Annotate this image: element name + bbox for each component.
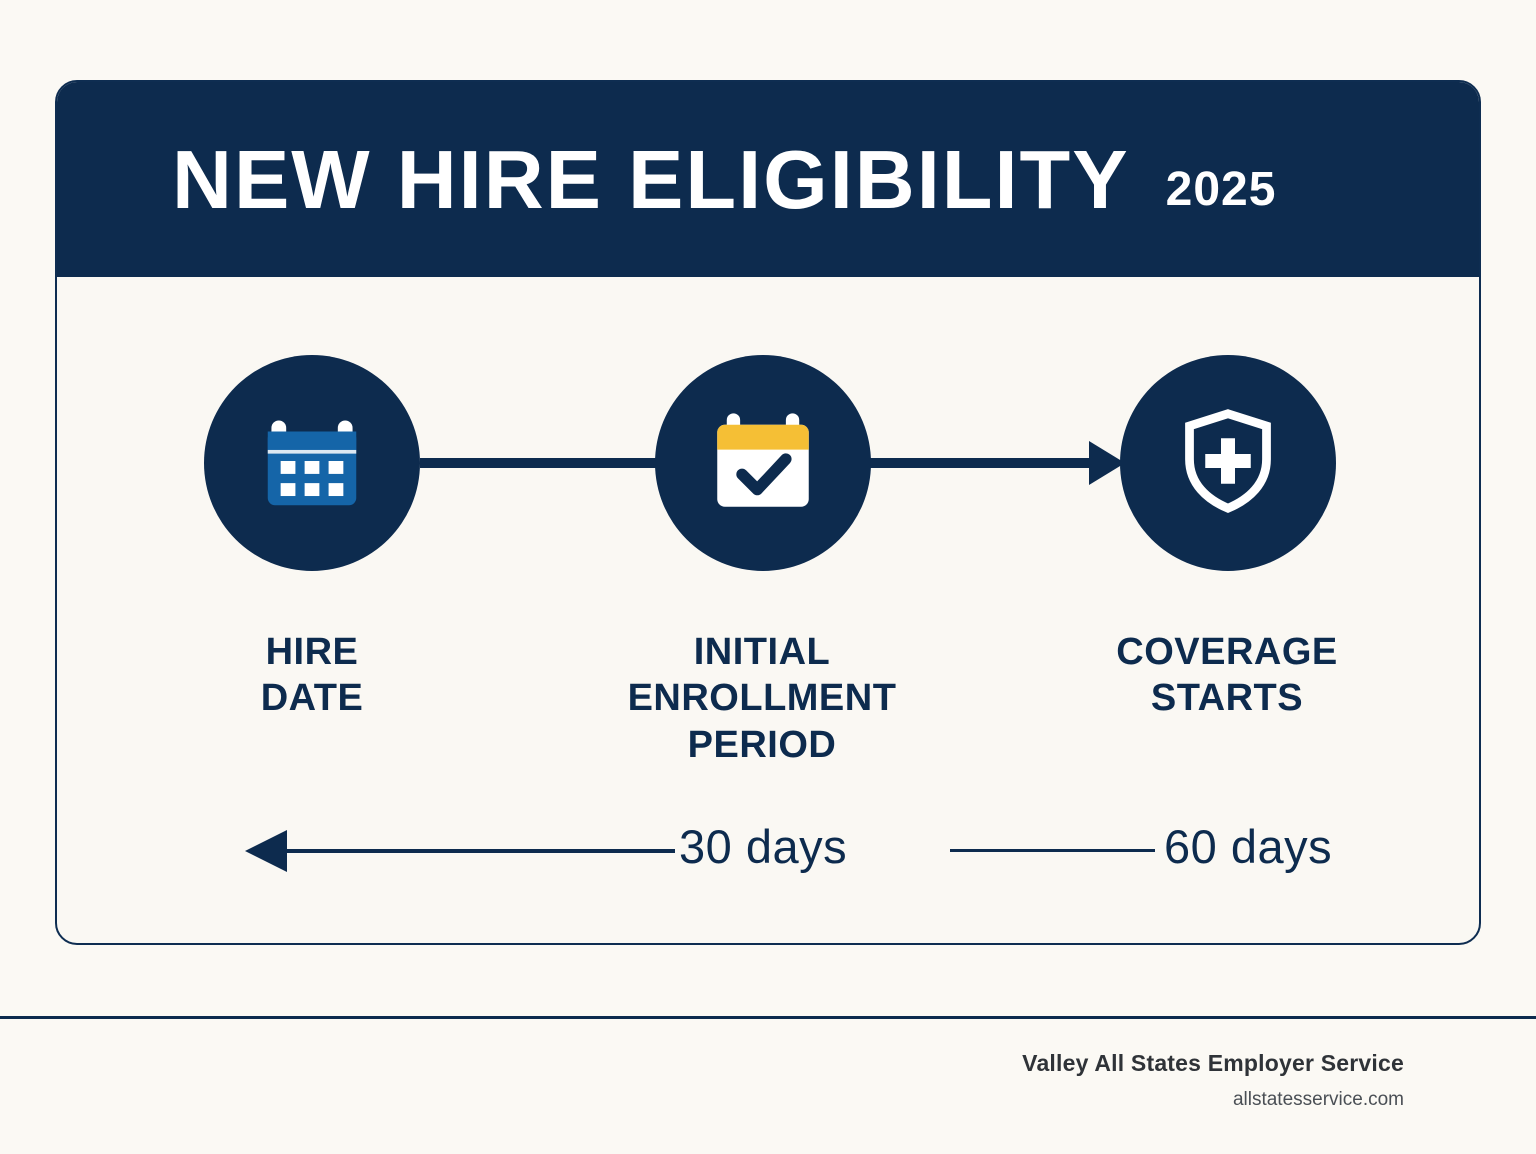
eligibility-card bbox=[55, 80, 1481, 945]
scale-arrow-left bbox=[285, 849, 675, 853]
footer-organization: Valley All States Employer Service bbox=[1022, 1050, 1404, 1076]
step-label-coverage-starts: COVERAGE STARTS bbox=[1116, 631, 1338, 720]
page-title: NEW HIRE ELIGIBILITY bbox=[172, 133, 1130, 226]
timeline-nodes bbox=[57, 277, 1479, 607]
scale-label-30-days: 30 days bbox=[679, 820, 848, 873]
scale-line-right bbox=[950, 849, 1155, 852]
footer-divider bbox=[0, 1016, 1536, 1019]
step-node-initial-enrollment-period bbox=[655, 355, 871, 571]
step-node-coverage-starts bbox=[1120, 355, 1336, 571]
step-node-hire-date bbox=[204, 355, 420, 571]
connector-enroll-to-coverage-arrow bbox=[869, 458, 1091, 468]
card-header bbox=[57, 82, 1479, 277]
calendar-check-icon bbox=[702, 400, 824, 527]
duration-scale bbox=[57, 787, 1479, 937]
scale-label-60-days: 60 days bbox=[1164, 820, 1333, 873]
shield-medical-icon bbox=[1172, 405, 1284, 522]
calendar-icon bbox=[253, 402, 371, 525]
step-label-initial-enrollment-period: INITIAL ENROLLMENT PERIOD bbox=[627, 631, 897, 766]
footer-website: allstatesservice.com bbox=[1232, 1089, 1404, 1110]
timeline-labels bbox=[57, 607, 1479, 787]
year-badge: 2025 bbox=[1165, 163, 1277, 216]
footer bbox=[1022, 1050, 1404, 1111]
step-label-hire-date: HIRE DATE bbox=[260, 631, 364, 720]
connector-hire-to-enroll bbox=[420, 458, 658, 468]
